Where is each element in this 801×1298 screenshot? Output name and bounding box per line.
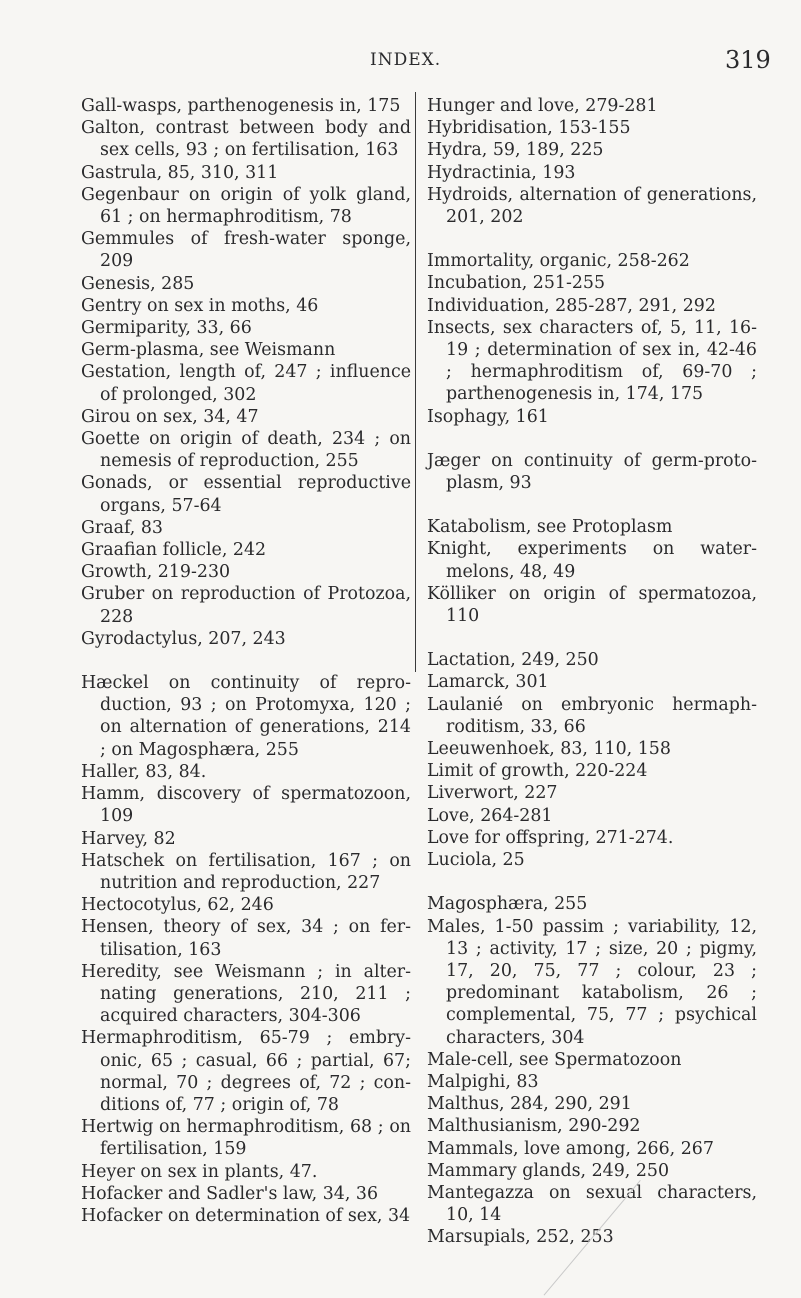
index-entry: Hensen, theory of sex, 34 ; on fertilisation, 163 [81, 917, 411, 960]
index-group-i [427, 250, 757, 428]
index-entry: Malpighi, 83 [427, 1071, 539, 1092]
index-group-h [81, 672, 411, 1227]
index-entry: Gruber on reproduction of Protozoa, 228 [81, 584, 411, 627]
index-entry: Gemmules of fresh-water sponge, 209 [81, 229, 411, 272]
index-entry: Hofacker and Sadler's law, 34, 36 [81, 1183, 379, 1204]
index-entry: Galton, contrast between body and sex cells, 93 ; on fertilisation, 163 [81, 118, 411, 161]
index-entry: Knight, experiments on water-melons, 48, 49 [427, 539, 757, 582]
index-entry: Girou on sex, 34, 47 [81, 406, 259, 427]
index-entry: Love for offspring, 271-274. [427, 827, 674, 848]
index-entry: Luciola, 25 [427, 850, 525, 871]
index-entry: Gastrula, 85, 310, 311 [81, 162, 279, 183]
index-group-k [427, 516, 757, 627]
index-entry: Graafian follicle, 242 [81, 540, 267, 561]
index-entry: Gyrodactylus, 207, 243 [81, 628, 286, 649]
index-entry: Malthus, 284, 290, 291 [427, 1094, 632, 1115]
index-entry: Harvey, 82 [81, 828, 176, 849]
index-entry: Kölliker on origin of spermatozoa, 110 [427, 583, 757, 627]
index-entry: Lamarck, 301 [427, 672, 549, 693]
index-group-j [427, 450, 757, 494]
index-entry: Mantegazza on sexual characters, 10, 14 [427, 1182, 757, 1226]
index-entry: Heyer on sex in plants, 47. [81, 1161, 318, 1182]
index-entry: Love, 264-281 [427, 805, 553, 826]
group-gap [427, 228, 757, 250]
index-entry: Leeuwenhoek, 83, 110, 158 [427, 739, 671, 760]
index-entry: Hofacker on determination of sex, 34 [81, 1205, 411, 1226]
index-entry: Hatschek on fertilisation, 167 ; on nutrition and reproduction, 227 [81, 850, 411, 893]
index-entry: Male-cell, see Spermatozoon [427, 1049, 682, 1070]
index-entry: Gall-wasps, parthenogenesis in, 175 [81, 96, 401, 116]
index-entry: Katabolism, see Protoplasm [427, 517, 673, 538]
index-entry: Lactation, 249, 250 [427, 650, 599, 671]
index-entry: Hydroids, alternation of generations, 201, 202 [427, 184, 757, 228]
index-group-m [427, 893, 757, 1248]
group-gap [427, 494, 757, 516]
index-entry: Genesis, 285 [81, 273, 195, 294]
index-group-g [81, 95, 411, 650]
index-group-h-cont [427, 95, 757, 228]
index-entry: Insects, sex characters of, 5, 11, 16-19 ; determination of sex in, 42-46 ; hermaphroditism of, 69-70 ; parthenogenesis in, 174, 175 [427, 317, 757, 405]
index-entry: Hydractinia, 193 [427, 162, 576, 183]
index-entry: Graaf, 83 [81, 517, 163, 538]
index-entry: Incubation, 251-255 [427, 273, 606, 294]
index-entry: Hertwig on hermaphroditism, 68 ; on fertilisation, 159 [81, 1117, 411, 1160]
index-entry: Jæger on continuity of germ-protoplasm, 93 [427, 450, 757, 494]
index-entry: Immortality, organic, 258-262 [427, 251, 690, 272]
group-gap [427, 627, 757, 649]
index-entry: Malthusianism, 290-292 [427, 1116, 641, 1137]
index-entry: Mammals, love among, 266, 267 [427, 1138, 714, 1159]
left-column [81, 95, 411, 1227]
index-entry: Heredity, see Weismann ; in alternating generations, 210, 211 ; acquired characters, 304-306 [81, 961, 411, 1027]
index-entry: Magosphæra, 255 [427, 894, 588, 915]
running-head: INDEX. [370, 50, 442, 70]
index-group-l [427, 649, 757, 871]
index-entry: Limit of growth, 220-224 [427, 761, 648, 782]
index-entry: Hunger and love, 279-281 [427, 96, 658, 116]
index-entry: Hybridisation, 153-155 [427, 118, 631, 139]
column-divider [415, 92, 416, 672]
index-entry: Mammary glands, 249, 250 [427, 1160, 670, 1181]
group-gap [427, 871, 757, 893]
index-entry: Hydra, 59, 189, 225 [427, 140, 604, 161]
index-entry: Gestation, length of, 247 ; influence of prolonged, 302 [81, 362, 411, 405]
index-entry: Marsupials, 252, 253 [427, 1227, 614, 1248]
index-entry: Hamm, discovery of spermatozoon, 109 [81, 784, 411, 827]
index-entry: Males, 1-50 passim ; variability, 12, 13 ; activity, 17 ; size, 20 ; pigmy, 17, 20, 75, 77 ; colour, 23 ; predominant katabolism, 26 ; complemental, 75, 77 ; psychical characters, 304 [427, 916, 757, 1048]
index-entry: Germ-plasma, see Weismann [81, 340, 336, 361]
index-entry: Growth, 219-230 [81, 562, 231, 583]
page-number: 319 [725, 46, 771, 74]
right-column [427, 95, 757, 1249]
group-gap [427, 428, 757, 450]
index-entry: Gonads, or essential reproductive organs, 57-64 [81, 473, 411, 516]
index-entry: Germiparity, 33, 66 [81, 318, 252, 339]
index-entry: Liverwort, 227 [427, 783, 558, 804]
index-entry: Haller, 83, 84. [81, 761, 207, 782]
index-entry: Gentry on sex in moths, 46 [81, 295, 319, 316]
index-entry: Individuation, 285-287, 291, 292 [427, 295, 716, 316]
index-entry: Goette on origin of death, 234 ; on nemesis of reproduction, 255 [81, 429, 411, 472]
index-entry: Isophagy, 161 [427, 406, 549, 427]
index-entry: Hectocotylus, 62, 246 [81, 895, 274, 916]
index-entry: Gegenbaur on origin of yolk gland, 61 ; on hermaphroditism, 78 [81, 184, 411, 228]
index-entry: Laulanié on embryonic hermaphroditism, 33, 66 [427, 694, 757, 737]
index-entry: Hermaphroditism, 65-79 ; embryonic, 65 ; casual, 66 ; partial, 67; normal, 70 ; degrees of, 72 ; conditions of, 77 ; origin of, 78 [81, 1028, 411, 1115]
index-entry: Hæckel on continuity of reproduction, 93 ; on Protomyxa, 120 ; on alternation of generations, 214 ; on Magosphæra, 255 [81, 673, 411, 760]
group-gap [81, 650, 411, 672]
